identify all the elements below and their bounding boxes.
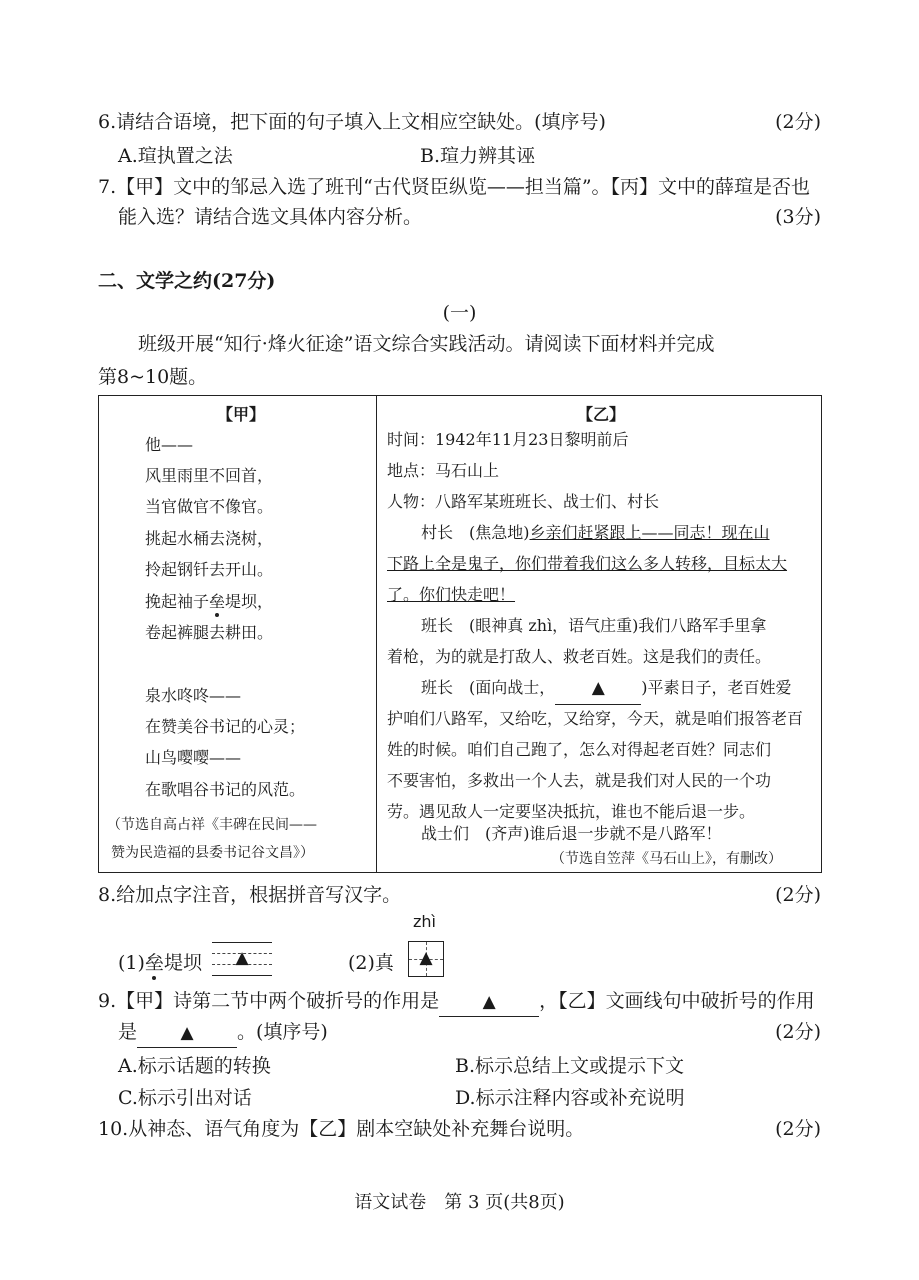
play-leader1-line1: 班长 (眼神真 zhì，语气庄重)我们八路军手里拿 (421, 616, 767, 635)
poem-line-with-dot (145, 589, 273, 612)
q9-text: 是 (118, 1021, 138, 1043)
q6-option-b: B.瑄力辨其诬 (420, 145, 536, 167)
play-leader2-line4: 不要害怕，多救出一个人去，就是我们对人民的一个功 (387, 771, 772, 790)
q9-score: (2分) (775, 1021, 821, 1043)
triangle-icon: ▲ (235, 948, 249, 968)
part-number: (一) (442, 302, 477, 324)
q7-score: (3分) (775, 206, 821, 228)
q7-line2: 能入选？请结合选文具体内容分析。 (118, 206, 423, 228)
play-village-line2: 下路上全是鬼子，你们带着我们这么多人转移，目标太大 (387, 554, 788, 573)
poem-line: 在赞美谷书记的心灵； (145, 717, 306, 736)
play-village-line3: 了。你们快走吧！ (387, 585, 516, 604)
pinyin-zhi: zhì (413, 912, 436, 931)
q8-part1 (118, 948, 202, 975)
q8-score: (2分) (775, 884, 821, 906)
q7-line1: 7.【甲】文中的邹忌入选了班刊“古代贤臣纵览——担当篇”。【丙】文中的薛瑄是否也 (98, 176, 811, 198)
poem-line: 挑起水桶去浇树， (145, 529, 274, 548)
table-divider (376, 396, 377, 872)
play-village-line1 (387, 517, 770, 548)
q9-option-d: D.标示注释内容或补充说明 (455, 1087, 685, 1109)
blank-answer[interactable] (137, 1018, 237, 1048)
play-soldiers: 战士们 (齐声)谁后退一步就不是八路军！ (421, 824, 722, 843)
q9-option-a: A.标示话题的转换 (118, 1055, 271, 1077)
q8-part2-label: (2)真 (348, 952, 394, 974)
dialogue: )平素日子，老百姓爱 (641, 678, 792, 697)
play-leader2-line2: 护咱们八路军，又给吃，又给穿，今天，就是咱们报答老百 (387, 709, 804, 728)
q8-part1-word: 堤坝 (163, 952, 202, 974)
section-intro-line1: 班级开展“知行·烽火征途”语文综合实践活动。请阅读下面材料并完成 (138, 333, 715, 355)
poem-line: 在歌唱谷书记的风范。 (145, 780, 306, 799)
jia-title: 【甲】 (217, 405, 266, 424)
blank-answer[interactable] (439, 987, 539, 1017)
poem-line: 卷起裤腿去耕田。 (145, 623, 274, 642)
q10-score: (2分) (775, 1118, 821, 1140)
dotted-char: 垒 (209, 589, 225, 612)
q8-text: 8.给加点字注音，根据拼音写汉字。 (98, 884, 402, 906)
q6-option-a: A.瑄执置之法 (118, 145, 233, 167)
poem-line: 他—— (145, 435, 194, 454)
poem-line: 风里雨里不回首， (145, 466, 274, 485)
play-place: 地点：马石山上 (387, 461, 500, 480)
q9-line1 (98, 987, 815, 1017)
yi-title: 【乙】 (577, 405, 626, 424)
blank-answer[interactable] (555, 672, 641, 705)
q10-text: 10.从神态、语气角度为【乙】剧本空缺处补充舞台说明。 (98, 1118, 585, 1140)
stage-direction: 班长 (面向战士， (421, 678, 556, 697)
yi-source: （节选自笠萍《马石山上》，有删改） (551, 851, 782, 867)
underlined-text: 乡亲们赶紧跟上——同志！现在山 (529, 523, 770, 542)
poem-line: 拎起钢钎去开山。 (145, 560, 274, 579)
poem-line: 泉水咚咚—— (145, 686, 242, 705)
play-people: 人物：八路军某班班长、战士们、村长 (387, 492, 660, 511)
q9-line2 (118, 1018, 328, 1048)
play-time: 时间：1942年11月23日黎明前后 (387, 430, 629, 449)
triangle-icon: ▲ (482, 992, 496, 1012)
play-leader2-line1 (387, 672, 792, 705)
section-intro-line2: 第8~10题。 (98, 366, 208, 388)
poem-text: 挽起袖子 (145, 592, 210, 611)
q9-option-c: C.标示引出对话 (118, 1087, 252, 1109)
q9-option-b: B.标示总结上文或提示下文 (455, 1055, 685, 1077)
play-leader1-line2: 着枪，为的就是打敌人、救老百姓。这是我们的责任。 (387, 647, 772, 666)
q6-text: 6.请结合语境，把下面的句子填入上文相应空缺处。(填序号) (98, 111, 606, 133)
pinyin-box[interactable] (212, 942, 272, 976)
jia-source-line2: 赞为民造福的县委书记谷文昌》） (111, 845, 314, 861)
triangle-icon: ▲ (591, 678, 605, 698)
stage-direction: 村长 (焦急地) (421, 523, 530, 542)
dotted-char: 垒 (145, 948, 164, 975)
play-leader2-line5: 劳。遇见敌人一定要坚决抵抗，谁也不能后退一步。 (387, 802, 756, 821)
play-leader2-line3: 姓的时候。咱们自己跑了，怎么对得起老百姓？同志们 (387, 740, 772, 759)
poem-line: 当官做官不像官。 (145, 497, 274, 516)
material-table (98, 395, 822, 873)
triangle-icon: ▲ (180, 1023, 194, 1043)
jia-source-line1: （节选自高占祥《丰碑在民间—— (107, 817, 317, 833)
poem-line: 山鸟嘤嘤—— (145, 748, 242, 767)
character-box[interactable] (408, 941, 444, 977)
q9-text: 9.【甲】诗第二节中两个破折号的作用是 (98, 990, 440, 1012)
q6-score: (2分) (775, 111, 821, 133)
q8-part1-label: (1) (118, 952, 145, 974)
q9-text: 。(填序号) (237, 1021, 328, 1043)
poem-text: 堤坝， (225, 592, 274, 611)
triangle-icon: ▲ (419, 948, 433, 968)
section-title: 二、文学之约(27分) (98, 270, 276, 292)
page-footer: 语文试卷 第 3 页(共8页) (354, 1192, 565, 1213)
q9-text: ，【乙】文画线句中破折号的作用 (539, 990, 815, 1012)
